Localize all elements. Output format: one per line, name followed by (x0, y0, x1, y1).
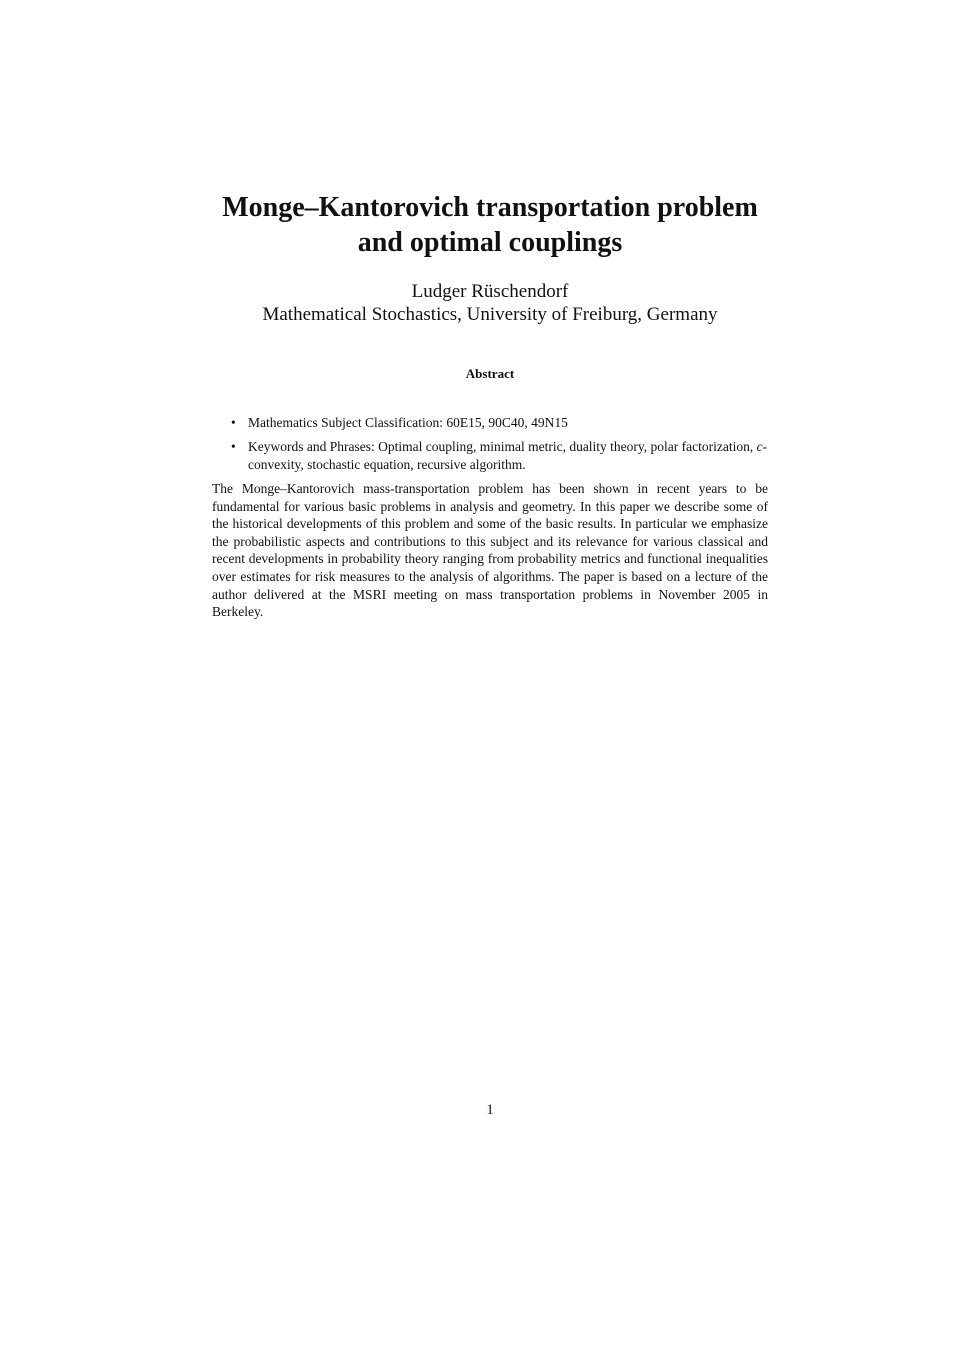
author-block (150, 280, 830, 326)
list-item (212, 438, 768, 474)
bullet-icon: • (231, 415, 236, 430)
bullet-icon: • (231, 439, 236, 454)
keywords-italic-c: c (756, 439, 763, 454)
author-affiliation: Mathematical Stochastics, University of Freiburg, Germany (262, 304, 718, 325)
paper-title (150, 190, 830, 260)
paper-title-line-2: and optimal couplings (357, 227, 623, 258)
classification-list (212, 414, 768, 480)
list-item (212, 414, 768, 432)
page-number: 1 (486, 1102, 494, 1118)
abstract-heading: Abstract (465, 366, 515, 381)
abstract-body: The Monge–Kantorovich mass-transportation problem has been shown in recent years to be fundamental for various basic problems in analysis and geometry. In this paper we describe some of the historical developments of this problem and some of the basic results. In particular we emphasize the probabilistic aspects and contributions to this subject and its relevance for various classical and recent developments in probability theory ranging from probability metrics and functional inequalities over estimates for risk measures to the analysis of algorithms. The paper is based on a lecture of the author delivered at the MSRI meeting on mass transportation problems in November 2005 in Berkeley. (212, 481, 768, 620)
author-name: Ludger Rüschendorf (411, 281, 569, 302)
keywords-text-start: Keywords and Phrases: Optimal coupling, minimal metric, duality theory, polar factorization, (248, 439, 757, 454)
msc-classification: Mathematics Subject Classification: 60E15, 90C40, 49N15 (248, 415, 568, 430)
keywords-text-end: -convexity, stochastic equation, recursive algorithm. (248, 439, 768, 472)
paper-title-line-1: Monge–Kantorovich transportation problem (222, 192, 758, 223)
